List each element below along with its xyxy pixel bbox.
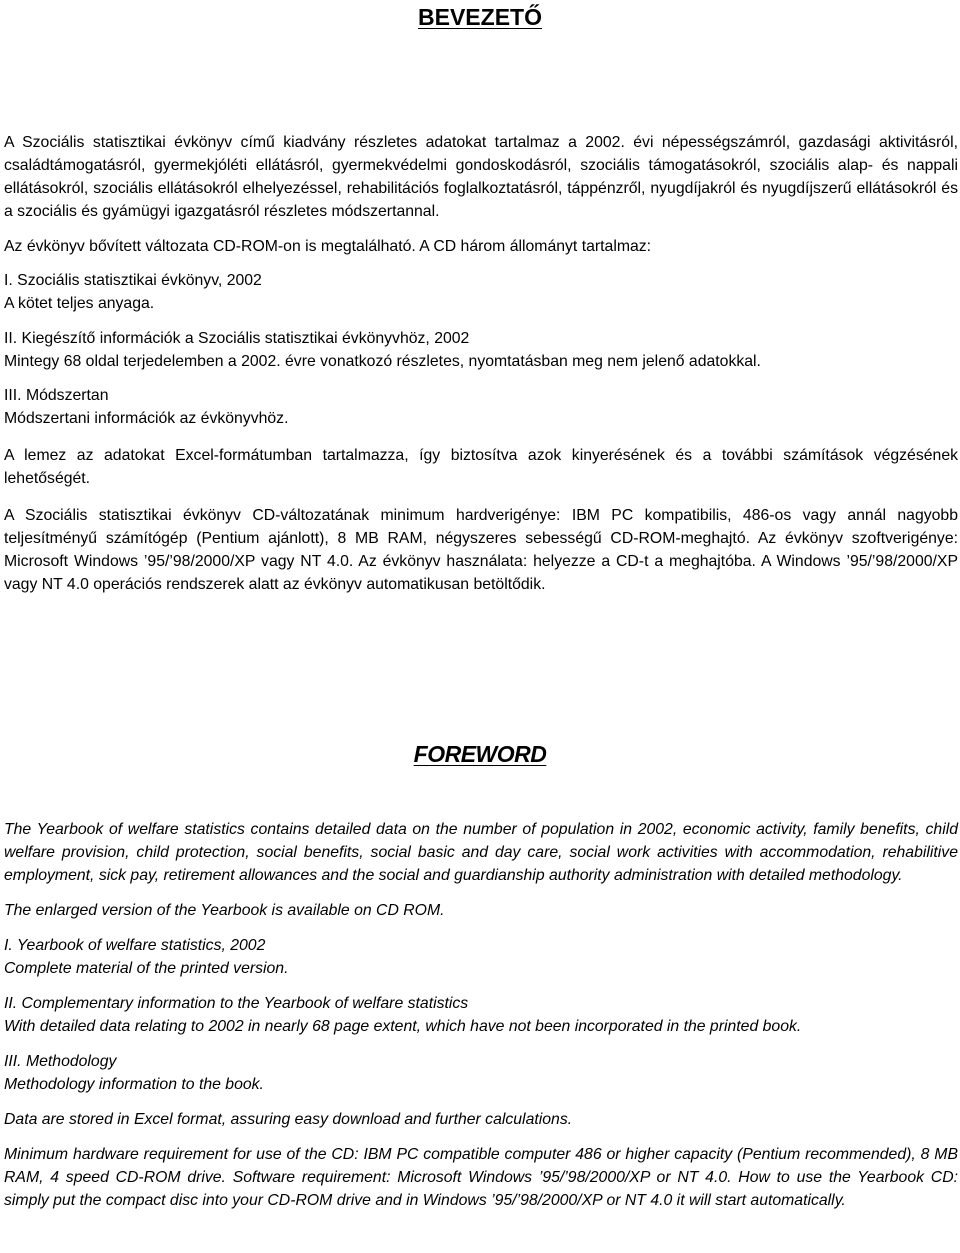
cd-file-heading: II. Kiegészítő információk a Szociális statisztikai évkönyvhöz, 2002 bbox=[4, 330, 470, 347]
hungarian-intro-paragraph: A Szociális statisztikai évkönyv című kiadvány részletes adatokat tartalmaz a 2002. évi népességszámról, gazdasági aktivitásról, családtámogatásról, gyermekjóléti ellátásról, gyermekvédelmi gondoskodásról, szociális támogatásokról, szociális alap- és nappali ellátásokról, szociális ellátásokról elhelyezéssel, rehabilitációs foglalkoztatásról, táppénzről, nyugdíjakról és nyugdíjszerű ellátásokról és a szociális és gyámügyi igazgatásról részletes módszertannal. bbox=[4, 134, 958, 220]
english-cd-intro: The enlarged version of the Yearbook is available on CD ROM. bbox=[4, 902, 445, 919]
english-section bbox=[4, 818, 958, 1212]
hungarian-cd-file-2 bbox=[4, 327, 958, 373]
cd-file-heading: III. Módszertan bbox=[4, 387, 109, 404]
hungarian-requirements-paragraph: A Szociális statisztikai évkönyv CD-változatának minimum hardverigénye: IBM PC kompatibilis, 486-os vagy annál nagyobb teljesítményű számítógép (Pentium ajánlott), 8 MB RAM, négyszeres sebességű CD-ROM-meghajtó. Az évkönyv szoftverigénye: Microsoft Windows ’95/’98/2000/XP vagy NT 4.0. Az évkönyv használata: helyezze a CD-t a meghajtóba. A Windows ’95/’98/2000/XP vagy NT 4.0 operációs rendszerek alatt az évkönyv automatikusan betöltődik. bbox=[4, 507, 958, 593]
english-excel-paragraph: Data are stored in Excel format, assuring easy download and further calculations. bbox=[4, 1111, 573, 1128]
cd-file-description: Complete material of the printed version. bbox=[4, 960, 289, 977]
english-intro-paragraph: The Yearbook of welfare statistics contains detailed data on the number of population in 2002, economic activity, family benefits, child welfare provision, child protection, social benefits, social basic and day care, social work activities with accommodation, rehabilitive employment, sick pay, retirement allowances and the social and guardianship authority administration with detailed methodology. bbox=[4, 821, 958, 884]
cd-file-description: With detailed data relating to 2002 in nearly 68 page extent, which have not been incorporated in the printed book. bbox=[4, 1018, 802, 1035]
cd-file-description: Mintegy 68 oldal terjedelemben a 2002. évre vonatkozó részletes, nyomtatásban meg nem jelenő adatokkal. bbox=[4, 353, 761, 370]
cd-file-heading: I. Szociális statisztikai évkönyv, 2002 bbox=[4, 272, 262, 289]
english-cd-file-2 bbox=[4, 992, 958, 1038]
cd-file-heading: III. Methodology bbox=[4, 1053, 117, 1070]
cd-file-description: Methodology information to the book. bbox=[4, 1076, 264, 1093]
hungarian-title: BEVEZETŐ bbox=[418, 4, 542, 30]
english-title: FOREWORD bbox=[413, 741, 547, 767]
hungarian-cd-file-3 bbox=[4, 384, 958, 430]
cd-file-description: Módszertani információk az évkönyvhöz. bbox=[4, 410, 289, 427]
hungarian-section bbox=[4, 131, 958, 596]
hungarian-cd-file-1 bbox=[4, 269, 958, 315]
cd-file-heading: I. Yearbook of welfare statistics, 2002 bbox=[4, 937, 266, 954]
hungarian-cd-intro: Az évkönyv bővített változata CD-ROM-on is megtalálható. A CD három állományt tartalmaz: bbox=[4, 238, 652, 255]
cd-file-description: A kötet teljes anyaga. bbox=[4, 295, 155, 312]
english-cd-file-3 bbox=[4, 1050, 958, 1096]
cd-file-heading: II. Complementary information to the Yearbook of welfare statistics bbox=[4, 995, 469, 1012]
english-cd-file-1 bbox=[4, 934, 958, 980]
english-requirements-paragraph: Minimum hardware requirement for use of the CD: IBM PC compatible computer 486 or higher capacity (Pentium recommended), 8 MB RAM, 4 speed CD-ROM drive. Software requirement: Microsoft Windows ’95/’98/2000/XP or NT 4.0. How to use the Yearbook CD: simply put the compact disc into your CD-ROM drive and in Windows ’95/’98/2000/XP or NT 4.0 it will start automatically. bbox=[4, 1146, 958, 1209]
hungarian-excel-paragraph: A lemez az adatokat Excel-formátumban tartalmazza, így biztosítva azok kinyerésének és a további számítások végzésének lehetőségét. bbox=[4, 447, 958, 487]
